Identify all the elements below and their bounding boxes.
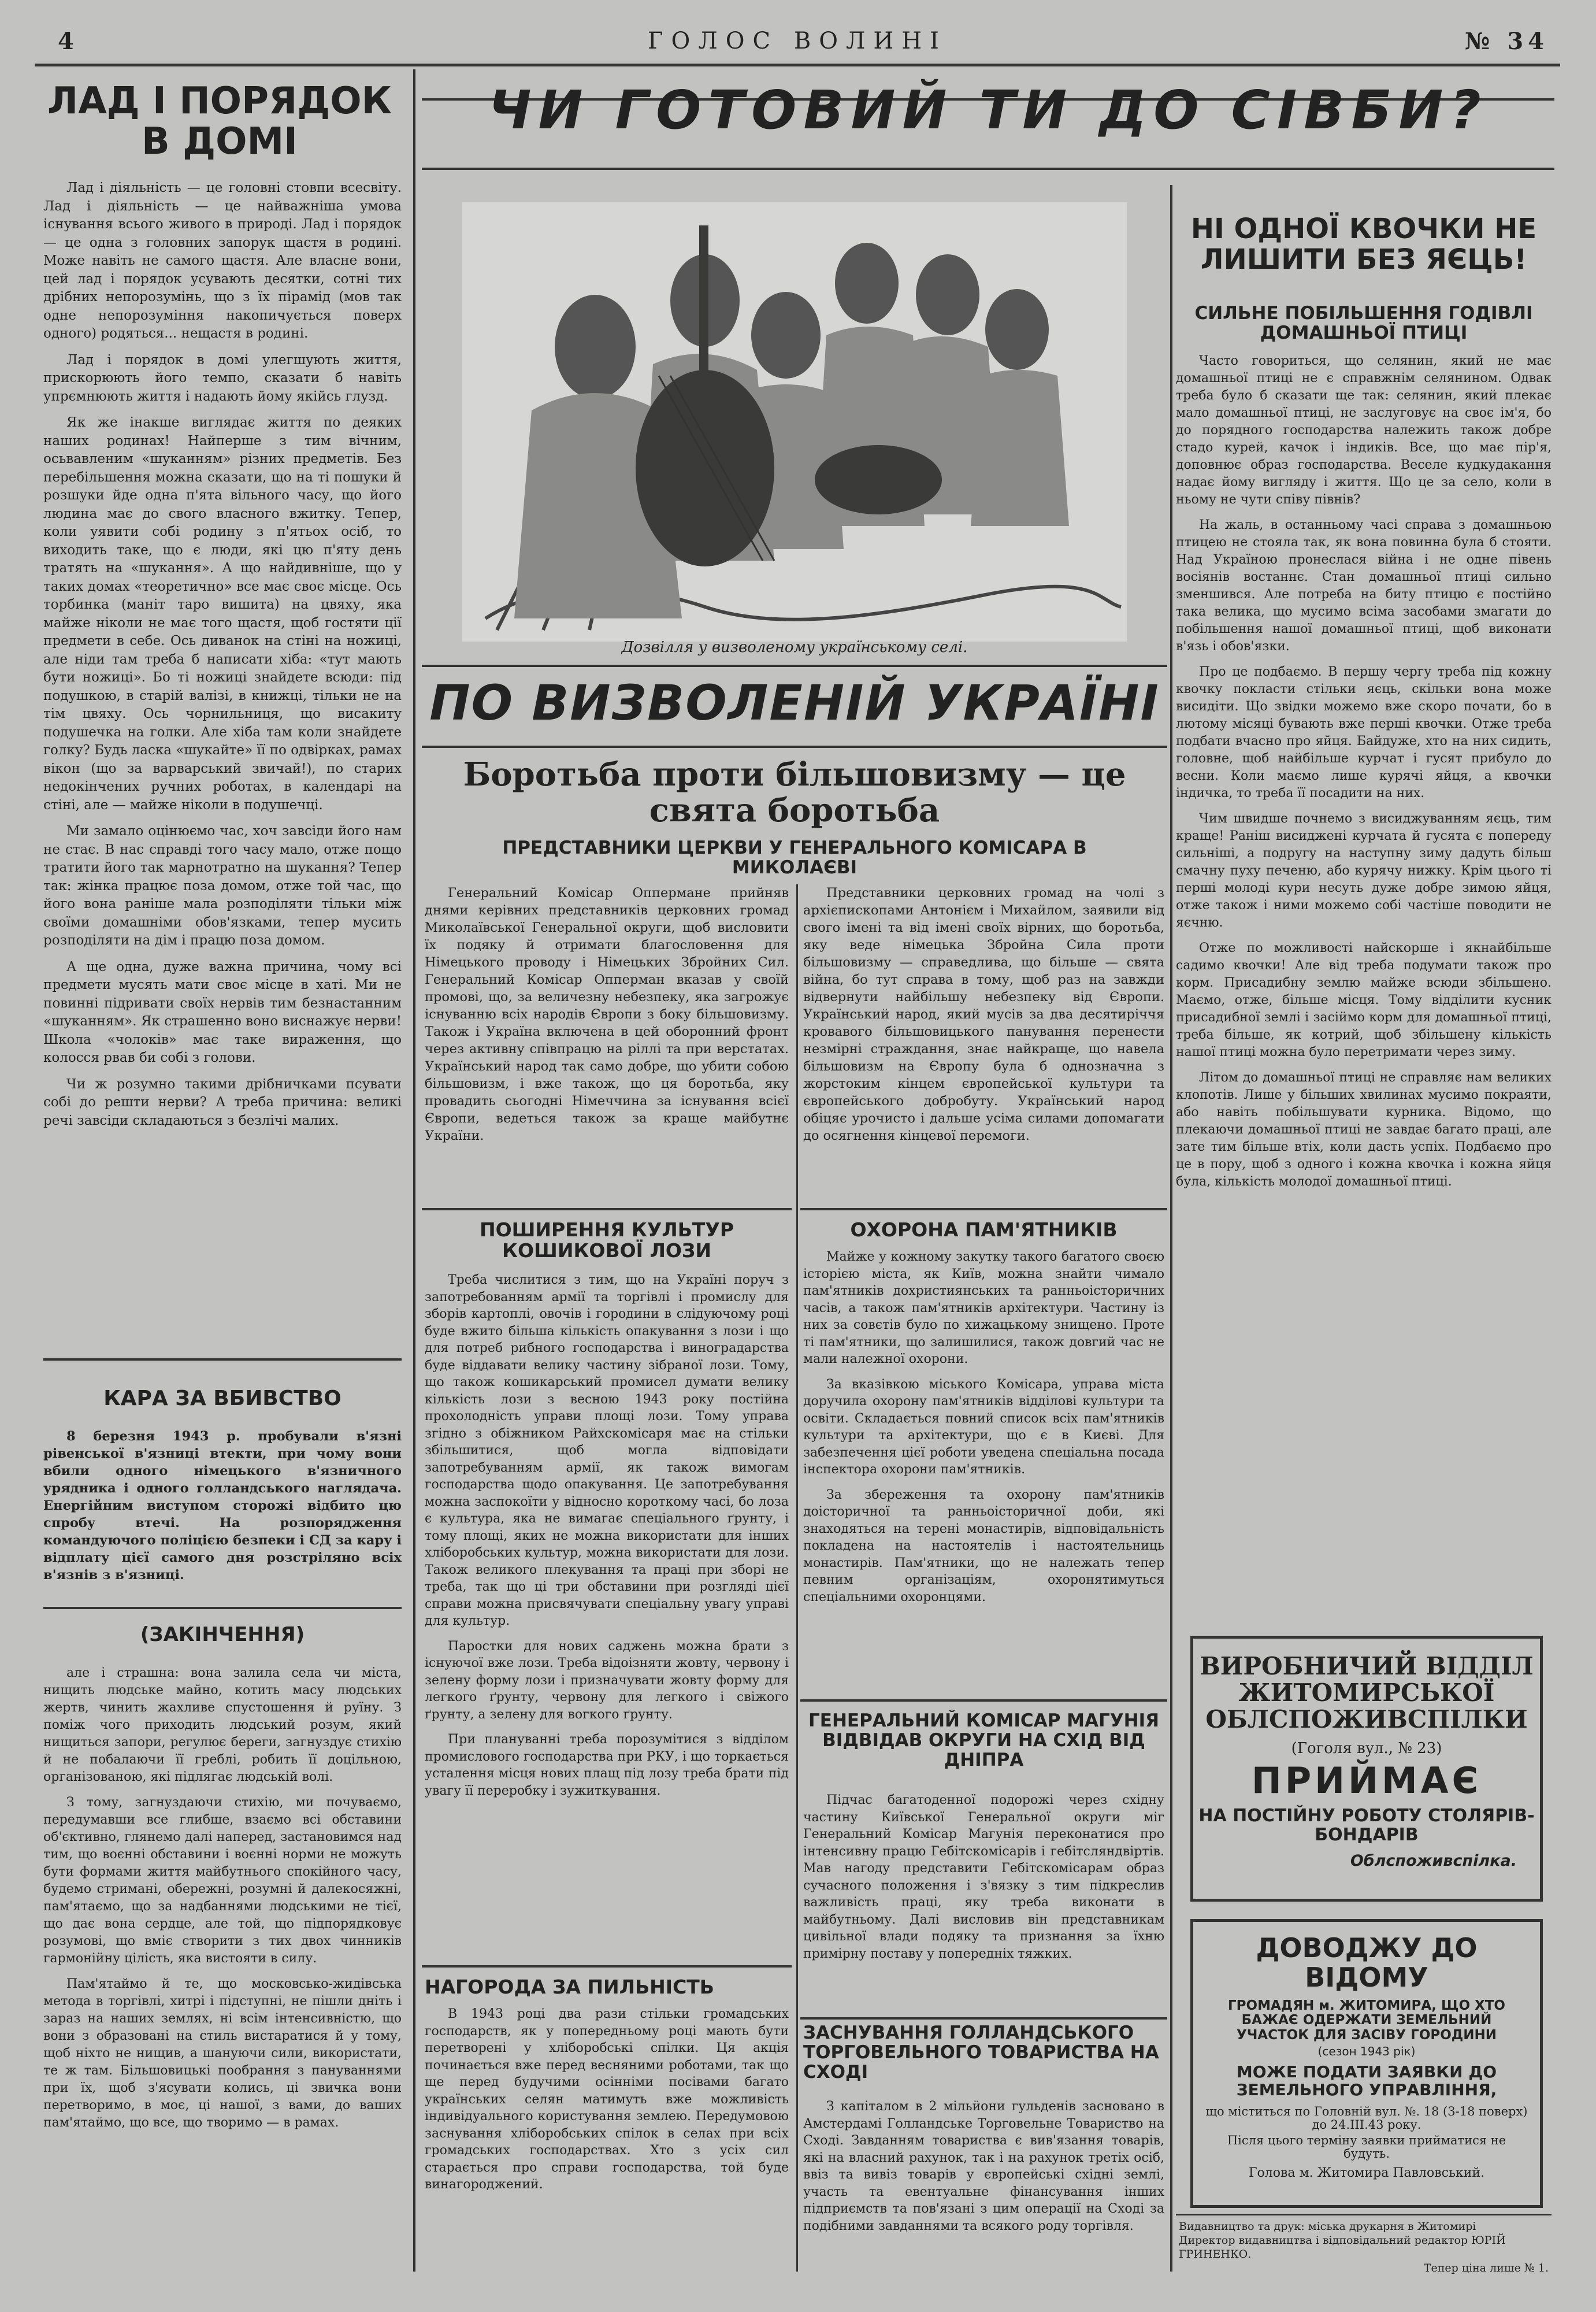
notice-line5: Після цього терміну заявки прийматися не будуть. xyxy=(1227,2133,1506,2161)
right-paragraph: Літом до домашньої птиці не справляє нам великих клопотів. Лише у більших хвилинах мусимо покраяти, або навіть побільшувати курника. Відомо, що плекаючи домашньої птиці не завдає багато праці, але зате тим більше втіх, коли дасть успіх. Подбаємо про це в пору, щоб з одного і кожна квочка і кожна яйця була, кількість молодої домашньої птиці. xyxy=(1176,1070,1552,1189)
banner-rule-bottom xyxy=(422,168,1554,170)
naguroda-headline: НАГОРОДА ЗА ПИЛЬНІСТЬ xyxy=(425,1976,714,1998)
kosh-article xyxy=(425,1272,789,1807)
illustration-caption: Дозвілля у визволеному українському селі. xyxy=(621,639,968,656)
notice-title: ДОВОДЖУ ДО ВІДОМУ xyxy=(1256,1932,1478,1993)
left-paragraph: Як же інакше виглядає життя по деяких наших родинах! Найперше з тим вічним, осьвавленим «шуканням» різних предметів. Без перебільшення можна сказати, що на ті пошуки й розшуки йде одна п'ята вільного часу, що його людина має до свого власного вжитку. Тепер, коли уявити собі родину з п'ятьох осіб, то виходить таке, що є люди, які цю п'яту день тратять на «шукання». А що найдивніше, що у таких домах «теоретично» все має своє місце. Ось торбинка (маніт таро вишита) на цвяху, яка майже ніколи не має того щастя, щоб гостяти ції предмети в себе. Ось диванок на стіні на ножиці, але ніди там треба б написати хіба: «тут мають бути ножиці». Бо ті ножиці знайдете всюди: під подушкою, в старій валізі, в книжці, тільки не на тім цвяху. Ось чорнильниця, що висакиту подушечка на голки. Але хіба там коли знайдете голку? Будь ласка «шукайте» її по одвірках, рамах вікон (що за варварський звичай!), по старих недокінчених ручних роботах, в календарі на стіні, але — майже ніколи в подушечці. xyxy=(43,415,402,813)
main-article-col2 xyxy=(803,884,1164,1153)
imprint-line2: Директор видавництва і відповідальний редактор ЮРІЙ ГРИНЕНКО. xyxy=(1179,2234,1506,2261)
kosh-headline: ПОШИРЕННЯ КУЛЬТУР КОШИКОВОЇ ЛОЗИ xyxy=(479,1218,734,1262)
issue-number: № 34 xyxy=(1464,28,1549,55)
holl-headline: ЗАСНУВАННЯ ГОЛЛАНДСЬКОГО ТОРГОВЕЛЬНОГО ТОВАРИСТВА НА СХОДІ xyxy=(803,2022,1159,2083)
village-illustration xyxy=(462,202,1127,642)
magunia-text: Підчас багатоденної подорожі через східну частину Київської Генеральної округи міг Генеральний Комісар Магунія переконатися про інтенсивну працю Гебітскомісарів і гебітсляндвіртів. Мав нагоду представити Гебітскомісарам образ сучасного положення і з'вязку з тим підкреслив важливість праці, яку треба виконати в майбутньому. Далі висловив він представникам цивільної влади подяку та признання за їхню примірну поставу у попередніх тяжких. xyxy=(803,1793,1164,1961)
right-paragraph: Отже по можливості найскорше і якнайбільше садимо квочки! Але від треба подумати також про корм. Присадибну землю майже всюди збільшено. Маємо, отже, більше місця. Тому відділити кусник присадибної землі і засіймо корм для домашньої птиці, треба більше, як котрий, щоб збільшену кількість нашої птиці можна було перетримати через зиму. xyxy=(1176,941,1552,1059)
naguroda-text: В 1943 році два рази стільки громадських господарств, як у попередньому році мають бути перетворені у хліборобські спілки. Ця акція починається вже перед весняними роботами, так що ще перед будучими осінніми посівами багато українських селян матимуть вже можливість індивідуального користування землею. Передумовою заснування хліборобських спілок в селах при всіх громадських господарствах. Хто з усіх сил старається про справи господарства, той буде винагороджений. xyxy=(425,2007,789,2192)
zak-headline: (ЗАКІНЧЕННЯ) xyxy=(140,1623,305,1646)
ad-sign: Облспоживспілка. xyxy=(1350,1852,1517,1870)
illustration-svg xyxy=(462,202,1127,642)
left-paragraph: Лад і діяльність — це головні стовпи всесвіту. Лад і діяльність — це найважніша умова існування всього живого в природі. Лад і порядок — це одна з головних запорук щастя в родині. Може навіть не самого щастя. Але власне вони, цей лад і порядок усувають десятки, сотні тих дрібних непорозумінь, що з їх пірамід (мов так одне непорозуміння накопичується поверх одного) родяться... нещастя в родині. xyxy=(43,180,402,341)
kosh-paragraph: При плануванні треба порозумітися з відділом промислового господарства при РКУ, і що торкається усталення місця нових плащ під лозу треба брати під увагу її переробку і зужиткування. xyxy=(425,1732,789,1798)
section-headline: ПО ВИЗВОЛЕНІЙ УКРАЇНІ xyxy=(429,675,1160,731)
holl-rule xyxy=(800,2017,1167,2020)
right-paragraph: Часто говориться, що селянин, який не має домашньої птиці не є справжнім селянином. Одвак треба було б сказати ще так: селянин, який плекає мало домашньої птиці, не заслуговує на своє ім'я, бо до порядного господарства належить також добре стадо курей, качок і індиків. Все, що має пір'я, доповнює образ господарства. Веселе кудкудакання надає йому вигляду і життя. Що це за село, коли в ньому не чути співу півнів? xyxy=(1176,354,1552,507)
main-article-col1 xyxy=(425,884,789,1153)
notice-line1: ГРОМАДЯН м. ЖИТОМИРА, ЩО ХТО БАЖАЄ ОДЕРЖАТИ ЗЕМЕЛЬНИЙ УЧАСТОК ДЛЯ ЗАСІВУ ГОРОДИНИ xyxy=(1228,1998,1505,2043)
section-rule xyxy=(422,665,1167,667)
magunia-rule xyxy=(800,1699,1167,1702)
right-paragraph: Чим швидше почнемо з висиджуванням яєць, тим краще! Раніш висиджені курчата й гусята є попереду сильніші, а подругу на наступну зиму дадуть більш смачну пуху печеню, або курячу нижку. Крім цього ті перші молоді кури несуть дуже добре зимою яйця, отже також і ними можемо собі частіше поводити не яєчню. xyxy=(1176,812,1552,930)
holl-article xyxy=(803,2098,1164,2243)
zak-paragraph: Пам'ятаймо й те, що московсько-жидівська метода в торгівлі, хитрі і підступні, не пішли дніть і зараз на наших землях, ні всім інтенсивністю, що вони з образовані на стиль вистаратися й у тому, щоб ніхто не нищив, а шануючи сили, використати, те ж там. Більшовицькі пообрання з пануваннями при їх, щоб з'ясувати колись, ці звичка вони перетворимо, в моє, ці нашої, з вами, до ваших пам'ятаймо, що все, що творимо — в рамах. xyxy=(43,1977,402,2130)
kosh-rule xyxy=(422,1208,792,1210)
imprint-line3: Тепер ціна лише № 1. xyxy=(1423,2262,1549,2274)
zak-paragraph: але і страшна: вона залила села чи міста, нищить людське майно, котить масу людських жертв, чинить жахливе спустошення й руїну. З поміж чого приходить людський розум, який нищиться запори, регулює береги, загнуздує стихію й не побалаючи її греблі, робить її доцільною, організованою, які підлягає людській волі. xyxy=(43,1666,402,1784)
right-article xyxy=(1176,353,1552,1199)
newspaper-name: ГОЛОС ВОЛИНІ xyxy=(648,28,947,54)
main-headline: Боротьба проти більшовизму — це свята боротьба xyxy=(463,755,1126,829)
kosh-paragraph: Паростки для нових саджень можна брати з існуючої вже лози. Треба відоізняти жовту, червону і зелену форму лози і призначувати жовту форму для легкого ґрунту, червону для легкого і свіжого ґрунту, а зелену для вогкого ґрунту. xyxy=(425,1639,789,1722)
ad-box-notice xyxy=(1190,1919,1543,2208)
right-subheadline: СИЛЬНЕ ПОБІЛЬШЕННЯ ГОДІВЛІ ДОМАШНЬОЇ ПТИЦІ xyxy=(1194,303,1533,344)
left-divider-2 xyxy=(43,1607,402,1609)
ohorona-headline: ОХОРОНА ПАМ'ЯТНИКІВ xyxy=(850,1218,1118,1241)
left-paragraph: А ще одна, дуже важна причина, чому всі предмети мусять мати своє місце в хаті. Ми не повинні підривати своїх нервів тим безнастанним «шуканням». Як страшенно воно виснажує нерви! Школа «чолоків» має таке вираження, що колосся рвав би собі з голови. xyxy=(43,959,402,1065)
right-headline: НІ ОДНОЇ КВОЧКИ НЕ ЛИШИТИ БЕЗ ЯЄЦЬ! xyxy=(1190,213,1537,276)
imprint xyxy=(1179,2220,1549,2275)
naguroda-rule xyxy=(422,1965,792,1968)
section-rule-bottom xyxy=(422,746,1167,748)
column-rule-right xyxy=(1170,185,1172,2272)
ad-box-workshop xyxy=(1190,1636,1543,1902)
notice-line3: МОЖЕ ПОДАТИ ЗАЯВКИ ДО ЗЕМЕЛЬНОГО УПРАВЛІННЯ, xyxy=(1236,2062,1497,2099)
magunia-article xyxy=(803,1792,1164,1970)
banner-headline: ЧИ ГОТОВИЙ ТИ ДО СІВБИ? xyxy=(488,79,1488,141)
kara-article xyxy=(43,1428,402,1592)
ad-desc: НА ПОСТІЙНУ РОБОТУ СТОЛЯРІВ-БОНДАРІВ xyxy=(1198,1806,1535,1846)
ohorona-article xyxy=(803,1248,1164,1614)
right-paragraph: На жаль, в останньому часі справа з домашньою птицею не стояла так, як вона повинна була б стояти. Над Україною пронеслася війна і не одне півень восіянів востаннє. Стан домашньої птиці сильно зменшився. Але потреба на биту птицю є постійно така велика, що мусимо всіма засобами змагати до побільшення нашої домашньої птиці, щоб виконати в'язь і обов'язки. xyxy=(1176,518,1552,654)
left-paragraph: Лад і порядок в домі улегшують життя, прискорюють його темпо, сказати б навіть упрємнюють життя і надають йому якійсь глузд. xyxy=(43,352,402,404)
ad-action: ПРИЙМАЄ xyxy=(1251,1759,1482,1802)
top-rule xyxy=(35,64,1560,66)
kara-text: 8 березня 1943 р. пробували в'язні рівенської в'язниці втекти, при чому вони вбили одного німецького в'язничного урядника і одного голландського наглядача. Енергійним виступом сторожі відбито цю спробу втечі. На розпорядження командуючого поліцією безпеки і СД за кару і відплату цієї самого дня розстріляно всіх в'язнів з в'язниці. xyxy=(43,1429,402,1583)
notice-sign: Голова м. Житомира Павловський. xyxy=(1248,2166,1485,2181)
ohorona-paragraph: За вказівкою міського Комісара, управа міста доручила охорону пам'ятників відділові культури та освіти. Складається повний список всіх пам'ятників культури та архітектури, що є в Києві. Для забезпечення цієї роботи уведена спеціальна посада інспектора охорони пам'ятників. xyxy=(803,1377,1164,1477)
holl-text: З капіталом в 2 мільйони гульденів засновано в Амстердамі Голландське Торговельне Товариство на Сході. Завданням товариства є вив'язання товарів, які на власний рахунок, так і на рахунок третіх осіб, ввіз та вивіз товарів у європейські східні землі, участь та евентуальне фінансування інших підприємств та пов'язані з цим операції на Сході за подібними завданнями та всякого роду торгівля. xyxy=(803,2099,1164,2233)
naguroda-article xyxy=(425,2006,789,2202)
ad-org: ВИРОБНИЧИЙ ВІДДІЛ ЖИТОМИРСЬКОЇ ОБЛСПОЖИВСПІЛКИ xyxy=(1200,1652,1534,1734)
magunia-headline: ГЕНЕРАЛЬНИЙ КОМІСАР МАГУНІЯ ВІДВІДАВ ОКРУГИ НА СХІД ВІД ДНІПРА xyxy=(808,1710,1159,1771)
imprint-rule xyxy=(1176,2214,1552,2215)
notice-line2: (сезон 1943 рік) xyxy=(1317,2044,1416,2059)
ohorona-paragraph: Майже у кожному закутку такого багатого своєю історією міста, як Київ, можна знайти чимало пам'ятників дохристиянських та ранньоісторичних часів, а також пам'ятників архітектури. Частину із них за совєтів було по хижацькому знищено. Проте ті пам'ятники, що залишилися, також довгий час не мали належної охорони. xyxy=(803,1250,1164,1366)
center-column-rule xyxy=(796,884,798,2272)
main-article-text: Представники церковних громад на чолі з архієпископами Антонієм і Михайлом, заявили від свого імені та від імені своїх вірних, що боротьба, яку веде німецька Збройна Сила проти більшовизму — справедлива, що більше — свята війна, бо тут справа в тому, щоб раз на завжди відвернути найбільшу небезпеку від Європи. Український народ, який мусів за два десятиріччя кровавого більшовицького панування перенести незмірні страждання, знає найкраще, що навела більшовизм на Європу була б однозначна з жорстоким кінцем європейської культури та європейського добробуту. Український народ обіцяє урочисто і дальше усіма силами допомагати до осягнення кінцевої перемоги. xyxy=(803,885,1164,1143)
main-subheadline: ПРЕДСТАВНИКИ ЦЕРКВИ У ГЕНЕРАЛЬНОГО КОМІСАРА В МИКОЛАЄВІ xyxy=(502,838,1087,879)
ohorona-rule xyxy=(800,1208,1167,1210)
column-rule-left xyxy=(413,69,415,2272)
ad-address: (Гоголя вул., № 23) xyxy=(1291,1739,1442,1757)
zak-paragraph: З тому, загнуздаючи стихію, ми почуваємо, передумавши все глибше, взаємо всі обставини об'єктивно, глянемо далі наперед, застановимся над тим, що воєнні обставини і воєнні норми не можуть бути формами життя майбутнього спокійного часу, будемо стримані, обережні, розумні й далекосяжні, пам'ятаємо, що за надбаннями людськими не тієї, що дає вона сердце, але той, що підпорядковує розумові, що вміє створити з тих двох чинників гармонійну цілість, яка вистояти в силу. xyxy=(43,1795,402,1966)
page-number: 4 xyxy=(58,28,79,55)
imprint-line1: Видавництво та друк: міська друкарня в Житомирі xyxy=(1179,2220,1476,2233)
zak-article xyxy=(43,1665,402,2140)
left-divider xyxy=(43,1358,402,1361)
left-article xyxy=(43,179,402,1138)
ohorona-paragraph: За збереження та охорону пам'ятників доісторичної та ранньоісторичної доби, які знаходяться на терені монастирів, відповідальність покладена на настоятелів і настоятельниць монастирів. Пам'ятники, що не належать тепер певним організаціям, охоронятимуться спеціальними охоронцями. xyxy=(803,1487,1164,1605)
masthead xyxy=(35,23,1560,58)
main-article-text: Генеральний Комісар Оппермане прийняв днями керівних представників церковних громад Миколаївської Генеральної округи, щоб висловити їх подяку й отримати благословення для Німецького проводу і Німецьких Збройних Сил. Генеральний Комісар Опперман вказав у своїй промові, що, за величезну небезпеку, яка загрожує існуванню всіх народів Європи з боку більшовизму. Також і Україна включена в цей оборонний фронт через активну співпрацю на ріллі та при верстатах. Український народ так само добре, що убити собою більшовизм, і вже також, що ця боротьба, яку провадить сьогодні Німеччина за існування всієї Європи, ведеться також за краще майбутнє України. xyxy=(425,885,789,1143)
kosh-paragraph: Треба числитися з тим, що на Україні поруч з запотребованням армії та торгівлі і промислу для зборів картоплі, овочів і городини в слідуючому році буде вжито більша кількість опакування з лози і що для потреб рибного господарства і виноградарства буде віддавати велику частину зібраної лози. Тому, що також кошикарський промисел думати велику кількість лози з весною 1943 року постійна прохолодність управи площі лози. Тому управа згідно з обіжником Райхскомісаря має на стільки збільшитися, щоб могла відповідати запотребуванням армії, як також вимогам господарства щодо опакування. Це запотребування можна заспокоїти у відносно короткому часі, бо лоза є культура, яка не вимагає спеціального ґрунту, і тому площі, яких не можна використати для інших хліборобських культур, можна використати для лози. Також великого плекування та праці при зборі не треба, так що ці три обставини при розгляді цієї справи можна присвячувати спеціальну увагу управі для культур. xyxy=(425,1273,789,1628)
left-headline: ЛАД І ПОРЯДОК В ДОМІ xyxy=(47,80,392,164)
kara-headline: КАРА ЗА ВБИВСТВО xyxy=(103,1387,342,1410)
notice-line4: що міститься по Головній вул. №. 18 (3-18 поверх) до 24.III.43 року. xyxy=(1205,2104,1528,2132)
left-paragraph: Ми замало оцінюємо час, хоч завсіди його нам не стає. В нас справді того часу мало, отже пощо тратити його так марнотратно на шукання? Тепер так: жінка працює поза домом, отже той час, що його вона раніше мала розподіляти тільки між своїми домашніми обов'язками, тепер мусить розподіляти на дім і працю поза домом. xyxy=(43,824,402,948)
left-paragraph: Чи ж розумно такими дрібничками псувати собі до решти нерви? А треба причина: великі речі завсіди складаються з безлічі малих. xyxy=(43,1076,402,1128)
right-paragraph: Про це подбаємо. В першу чергу треба під кожну квочку покласти стільки яєць, скільки вона може висидіти. Що звідки можемо вже скоро почати, бо в лютому місяці бувають вже перші квочки. Отже треба подбати вчасно про яйця. Байдуже, хто на них сидить, головне, щоб найбільше курчат і гусят прибуло до весни. Коли маємо лише курячі яйця, а квочки індичка, то треба її посадити на них. xyxy=(1176,665,1552,801)
